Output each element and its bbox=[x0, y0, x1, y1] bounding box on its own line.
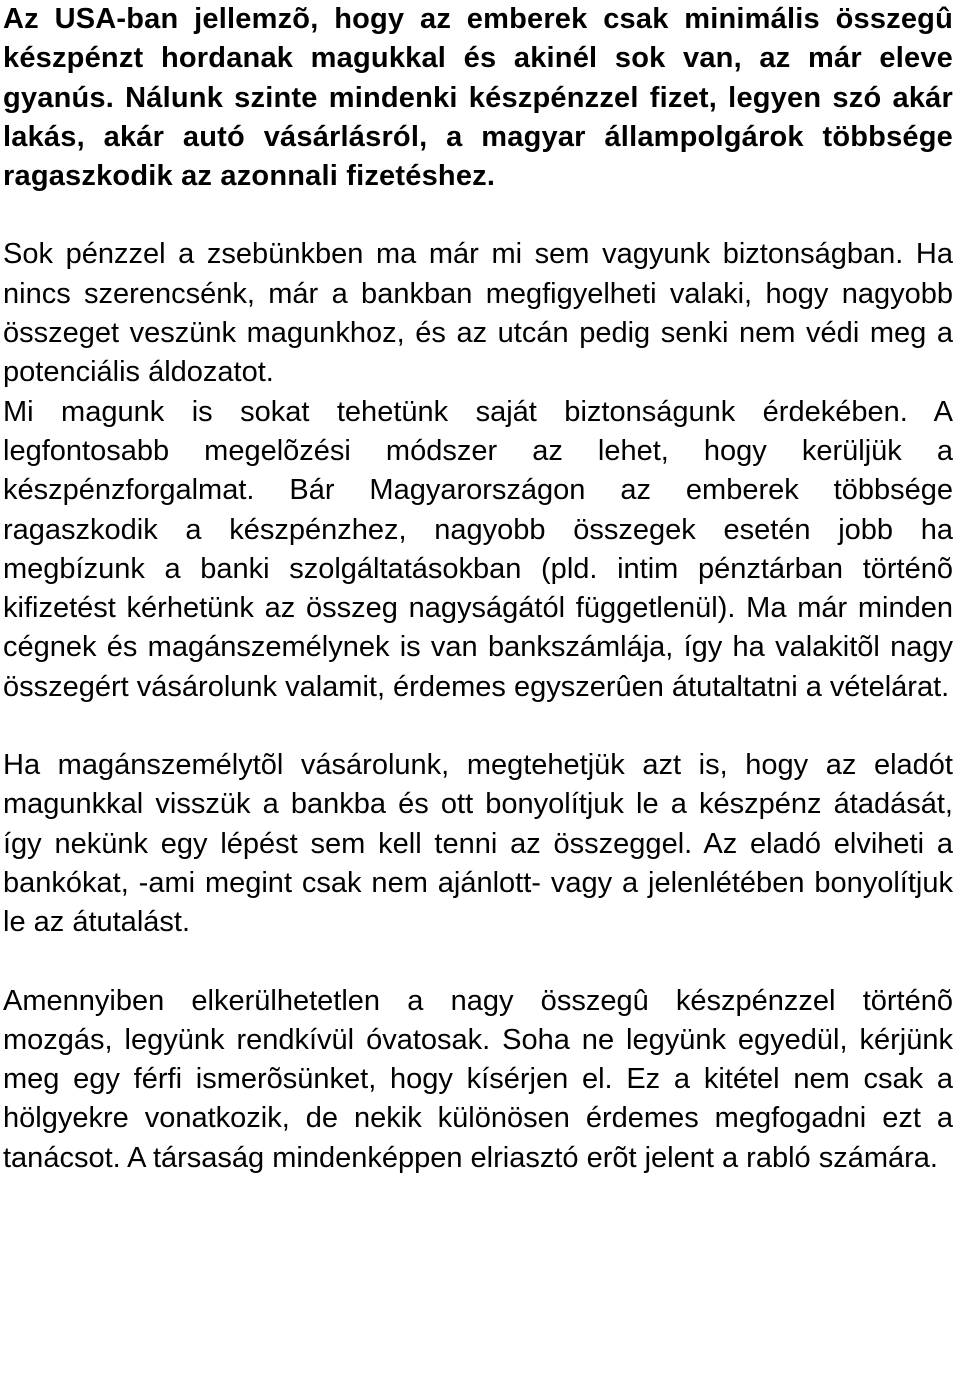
paragraph-gap bbox=[3, 707, 953, 746]
intro-paragraph: Az USA-ban jellemzõ, hogy az emberek csak minimális összegû készpénzt hordanak magukkal és akinél sok van, az már eleve gyanús. Nálunk szinte mindenki készpénzzel fizet, legyen szó akár lakás, akár autó vásárlásról, a magyar állampolgárok többsége ragaszkodik az azonnali fizetéshez. bbox=[3, 3, 953, 193]
prevention-paragraph: Mi magunk is sokat tehetünk saját biztonságunk érdekében. A legfontosabb megelõzési módszer az lehet, hogy kerüljük a készpénzforgalmat. Bár Magyarországon az emberek többsége ragaszkodik a készpénzhez, nagyobb összegek esetén jobb ha megbízunk a banki szolgáltatásokban (pld. intim pénztárban történõ kifizetést kérhetünk az összeg nagyságától függetlenül). Ma már minden cégnek és magánszemélynek is van bankszámlája, így ha valakitõl nagy összegért vásárolunk valamit, érdemes egyszerûen átutaltatni a vételárat. bbox=[3, 395, 953, 703]
document-page bbox=[3, 0, 953, 1178]
safety-paragraph: Sok pénzzel a zsebünkben ma már mi sem vagyunk biztonságban. Ha nincs szerencsénk, már a bankban megfigyelheti valaki, hogy nagyobb összeget veszünk magunkhoz, és az utcán pedig senki nem védi meg a potenciális áldozatot. bbox=[3, 238, 953, 389]
paragraph-gap bbox=[3, 196, 953, 235]
caution-paragraph: Amennyiben elkerülhetetlen a nagy összegû készpénzzel történõ mozgás, legyünk rendkívül óvatosak. Soha ne legyünk egyedül, kérjünk meg egy férfi ismerõsünket, hogy kísérjen el. Ez a kitétel nem csak a hölgyekre vonatkozik, de nekik különösen érdemes megfogadni ezt a tanácsot. A társaság mindenképpen elriasztó erõt jelent a rabló számára. bbox=[3, 984, 953, 1174]
private-seller-paragraph: Ha magánszemélytõl vásárolunk, megtehetjük azt is, hogy az eladót magunkkal visszük a bankba és ott bonyolítjuk le a készpénz átadását, így nekünk egy lépést sem kell tenni az összeggel. Az eladó elviheti a bankókat, -ami megint csak nem ajánlott- vagy a jelenlétében bonyolítjuk le az átutalást. bbox=[3, 749, 953, 939]
paragraph-gap bbox=[3, 943, 953, 982]
